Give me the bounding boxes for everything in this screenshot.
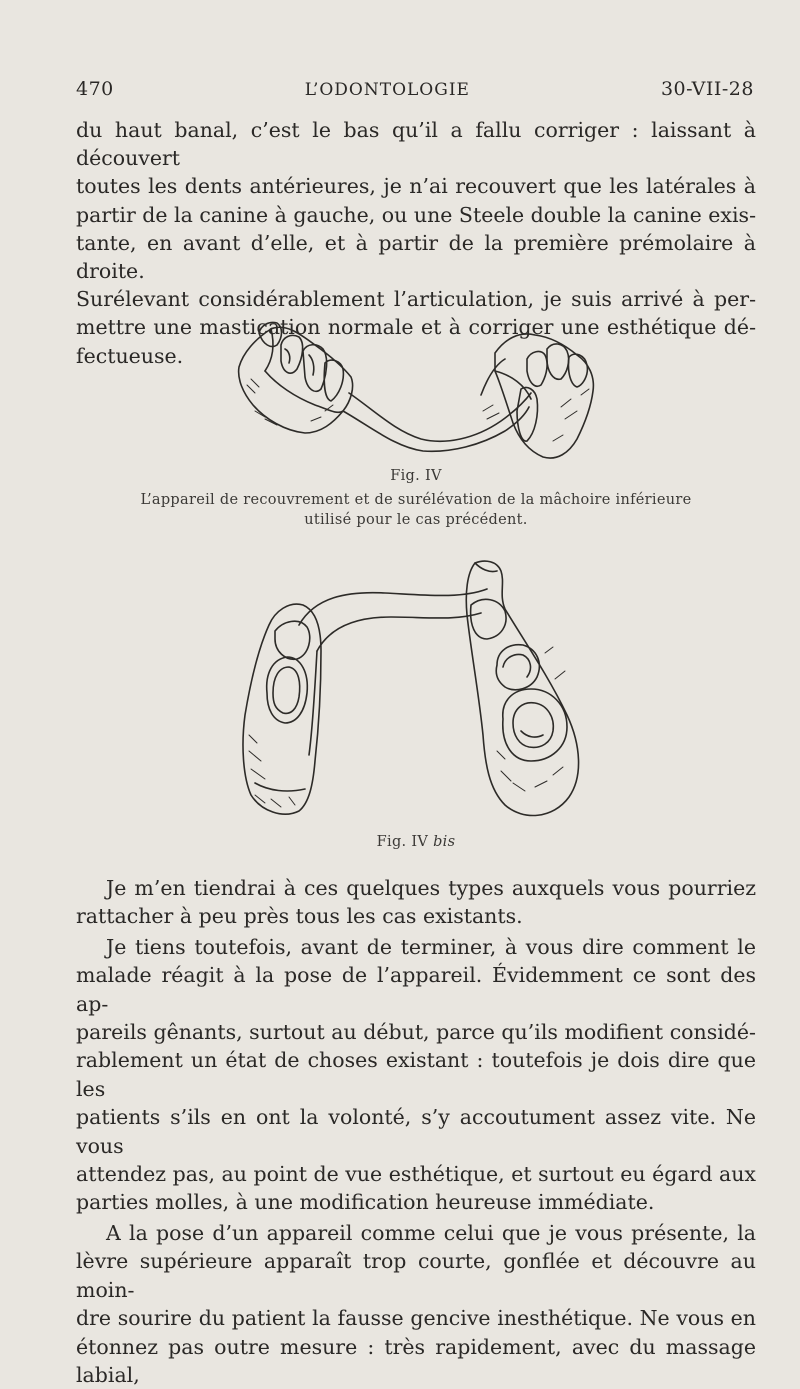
text-line: malade réagit à la pose de l’appareil. Évidemment ce sont des ap- xyxy=(76,961,756,1018)
body-paragraphs xyxy=(76,874,756,1389)
figure-iv-caption-line1: L’appareil de recouvrement et de surélévation de la mâchoire inférieure xyxy=(76,491,756,510)
paragraph xyxy=(76,874,756,931)
figure-iv-label: Fig. IV xyxy=(76,467,756,486)
text-line: A la pose d’un appareil comme celui que je vous présente, la xyxy=(76,1219,756,1247)
text-line: attendez pas, au point de vue esthétique, et surtout eu égard aux xyxy=(76,1160,756,1188)
issue-date: 30-VII-28 xyxy=(661,78,754,100)
page-number: 470 xyxy=(76,78,114,100)
running-header xyxy=(76,78,754,106)
text-line: partir de la canine à gauche, ou une Steele double la canine exis- xyxy=(76,201,756,229)
figure-label-bis: bis xyxy=(433,834,455,850)
text-line: rablement un état de choses existant : toutefois je dois dire que les xyxy=(76,1046,756,1103)
text-line: lèvre supérieure apparaît trop courte, gonflée et découvre au moin- xyxy=(76,1247,756,1304)
text-line: Surélevant considérablement l’articulation, je suis arrivé à per- xyxy=(76,285,756,313)
text-line: étonnez pas outre mesure : très rapidement, avec du massage labial, xyxy=(76,1333,756,1389)
text-line: Je tiens toutefois, avant de terminer, à vous dire comment le xyxy=(76,933,756,961)
text-line: mettre une mastication normale et à corriger une esthétique dé- xyxy=(76,313,756,341)
figure-iv-bis-illustration xyxy=(235,555,595,825)
journal-title: L’ODONTOLOGIE xyxy=(305,80,470,100)
text-line: tante, en avant d’elle, et à partir de la première prémolaire à droite. xyxy=(76,229,756,285)
text-line: du haut banal, c’est le bas qu’il a fallu corriger : laissant à découvert xyxy=(76,116,756,172)
paragraph xyxy=(76,933,756,1217)
paragraph xyxy=(76,1219,756,1389)
text-line: pareils gênants, surtout au début, parce qu’ils modifient considé- xyxy=(76,1018,756,1046)
text-line: toutes les dents antérieures, je n’ai recouvert que les latérales à xyxy=(76,172,756,200)
text-line: dre sourire du patient la fausse gencive inesthétique. Ne vous en xyxy=(76,1304,756,1332)
figure-iv-caption-line2: utilisé pour le cas précédent. xyxy=(76,511,756,530)
text-line: Je m’en tiendrai à ces quelques types auxquels vous pourriez xyxy=(76,874,756,902)
text-line: rattacher à peu près tous les cas existants. xyxy=(76,902,756,930)
figure-iv-bis-label xyxy=(76,833,756,852)
figure-iv-illustration xyxy=(225,315,615,467)
text-line: patients s’ils en ont la volonté, s’y accoutument assez vite. Ne vous xyxy=(76,1103,756,1160)
figure-label-prefix: Fig. IV xyxy=(377,834,433,850)
text-line: parties molles, à une modification heureuse immédiate. xyxy=(76,1188,756,1216)
text-line: fectueuse. xyxy=(76,342,756,370)
